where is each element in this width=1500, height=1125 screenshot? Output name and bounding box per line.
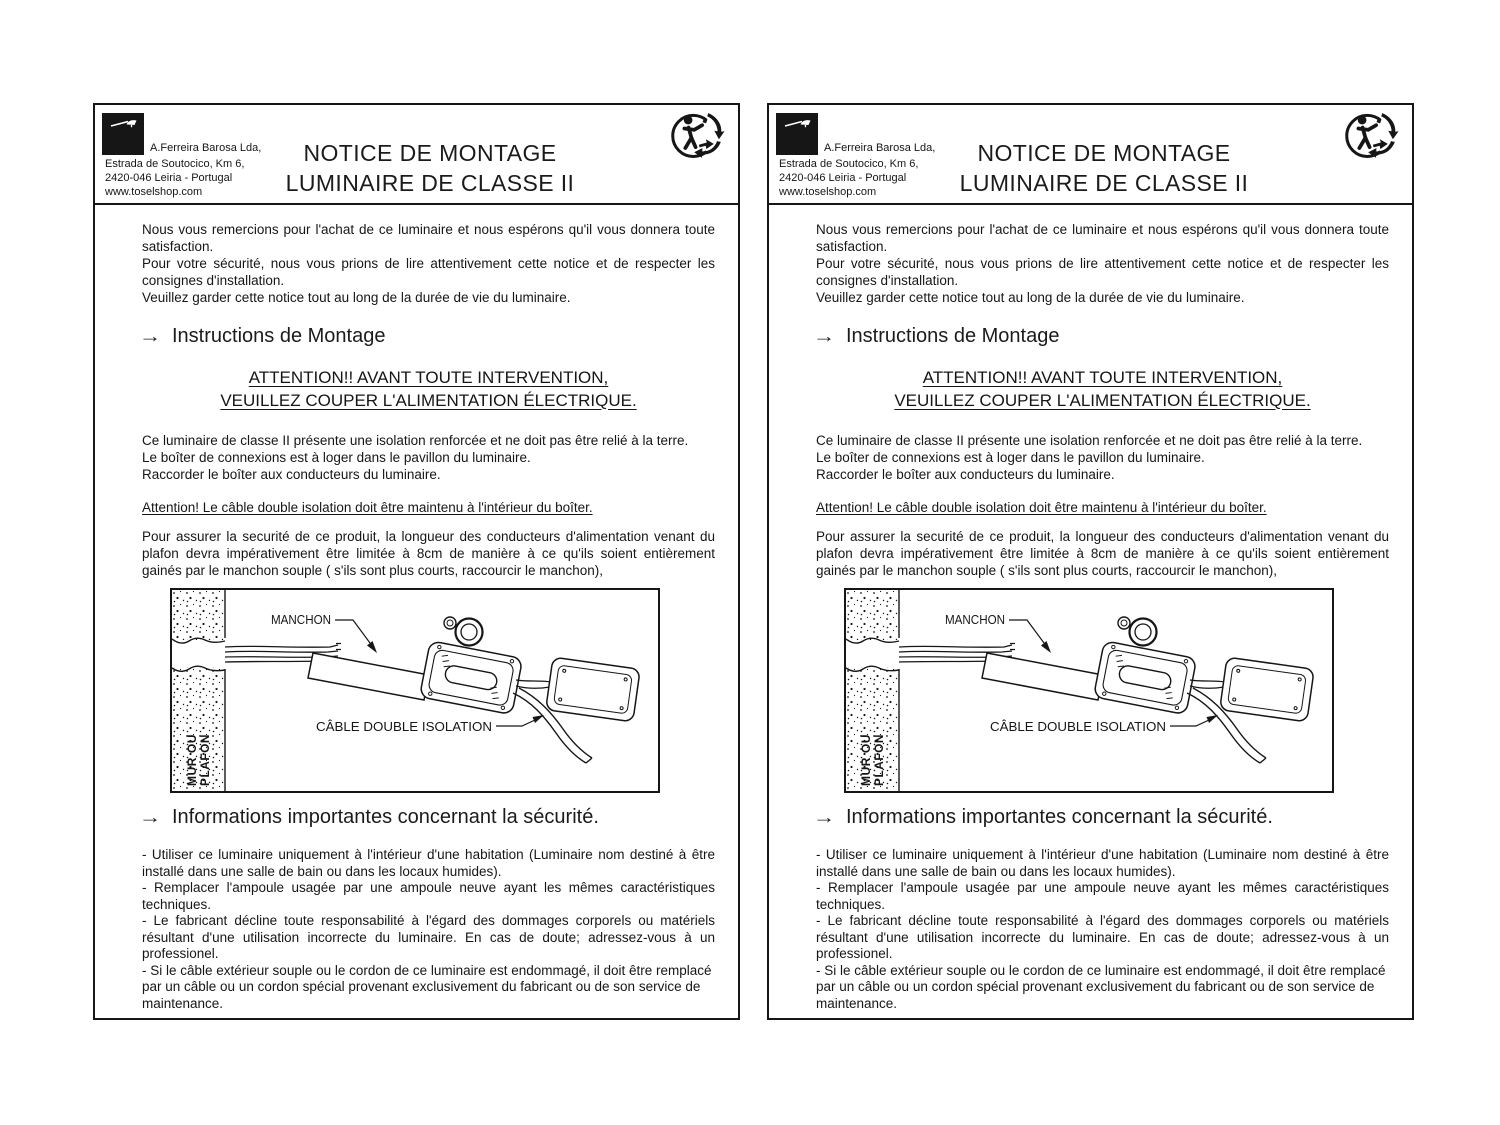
warning-banner	[142, 367, 715, 412]
safety-bullet: - Utiliser ce luminaire uniquement à l'intérieur d'une habitation (Luminaire nom destiné à être installé dans une salle de bain ou dans les locaux humides).	[142, 847, 715, 879]
manchon-sleeve	[982, 653, 1103, 700]
tosel-logo-icon	[776, 113, 818, 155]
body-paragraph: Ce luminaire de classe II présente une isolation renforcée et ne doit pas être relié à la terre.	[816, 433, 1363, 448]
arrow-bullet-icon: →	[813, 326, 836, 346]
class2-paragraphs	[816, 432, 1389, 483]
manchon-sleeve	[308, 653, 429, 700]
arrow-bullet-icon: →	[139, 326, 162, 346]
safety-bullet: - Utiliser ce luminaire uniquement à l'intérieur d'une habitation (Luminaire nom destiné à être installé dans une salle de bain ou dans les locaux humides).	[816, 847, 1389, 879]
body-paragraph: Ce luminaire de classe II présente une isolation renforcée et ne doit pas être relié à la terre.	[142, 433, 689, 448]
wall-label	[861, 734, 886, 786]
intro-paragraph: Veuillez garder cette notice tout au long de la durée de vie du luminaire.	[816, 290, 1245, 305]
safety-bullet: - Remplacer l'ampoule usagée par une ampoule neuve ayant les mêmes caractéristiques techniques.	[816, 880, 1389, 912]
cable-attention-note: Attention! Le câble double isolation doit être maintenu à l'intérieur du boîter.	[142, 500, 593, 515]
warning-line2: VEUILLEZ COUPER L'ALIMENTATION ÉLECTRIQUE.	[220, 390, 637, 410]
body-paragraph: Le boîter de connexions est à loger dans le pavillon du luminaire.	[142, 450, 531, 465]
wall-label-line1: MUR OU	[861, 736, 873, 786]
safety-bullet: - Si le câble extérieur souple ou le cordon de ce luminaire est endommagé, il doit être remplacé par un câble ou un cordon spécial provenant exclusivement du fabricant ou de son service de maintenance.	[142, 962, 712, 1011]
wall-label-line2: PLAFON	[200, 735, 212, 786]
page-header	[769, 105, 1412, 205]
connector-box	[1094, 617, 1197, 715]
warning-line2: VEUILLEZ COUPER L'ALIMENTATION ÉLECTRIQUE.	[894, 390, 1311, 410]
intro-paragraph: Veuillez garder cette notice tout au long de la durée de vie du luminaire.	[142, 290, 571, 305]
company-website: www.toselshop.com	[779, 186, 877, 198]
warning-banner	[816, 367, 1389, 412]
logo-brand-text: Tosel	[782, 131, 815, 147]
installation-diagram	[844, 588, 1334, 793]
cable-callout	[316, 715, 544, 734]
triman-recycling-icon	[669, 107, 725, 163]
intro-paragraph: Nous vous remercions pour l'achat de ce luminaire et nous espérons qu'il vous donnera toute satisfaction.	[142, 222, 715, 254]
notice-page	[767, 103, 1414, 1020]
company-address-2: 2420-046 Leiria - Portugal	[779, 172, 907, 184]
cable-attention-note: Attention! Le câble double isolation doit être maintenu à l'intérieur du boîter.	[816, 500, 1267, 515]
wall-label-line1: MUR OU	[187, 736, 199, 786]
company-website: www.toselshop.com	[105, 186, 203, 198]
intro-paragraph: Nous vous remercions pour l'achat de ce luminaire et nous espérons qu'il vous donnera toute satisfaction.	[816, 222, 1389, 254]
document-title-line1: NOTICE DE MONTAGE	[303, 140, 557, 166]
wall-label-line2: PLAFON	[874, 735, 886, 786]
connector-box	[420, 617, 523, 715]
triman-recycling-icon	[1343, 107, 1399, 163]
company-name: A.Ferreira Barosa Lda,	[824, 142, 936, 154]
cable-label: CÂBLE DOUBLE ISOLATION	[990, 719, 1166, 734]
tosel-logo-icon	[102, 113, 144, 155]
company-address-2: 2420-046 Leiria - Portugal	[105, 172, 233, 184]
document-title-line2: LUMINAIRE DE CLASSE II	[959, 170, 1249, 196]
connector-cover-wires	[1190, 680, 1225, 688]
warning-line1: ATTENTION!! AVANT TOUTE INTERVENTION,	[922, 368, 1283, 387]
section-heading-safety	[813, 805, 1273, 829]
installation-diagram	[170, 588, 660, 793]
warning-line1: ATTENTION!! AVANT TOUTE INTERVENTION,	[248, 368, 609, 387]
page-header	[95, 105, 738, 205]
body-paragraph: Raccorder le boîter aux conducteurs du luminaire.	[816, 467, 1115, 482]
intro-paragraphs	[142, 221, 715, 306]
safety-bullet: - Si le câble extérieur souple ou le cordon de ce luminaire est endommagé, il doit être remplacé par un câble ou un cordon spécial provenant exclusivement du fabricant ou de son service de maintenance.	[816, 962, 1386, 1011]
company-name: A.Ferreira Barosa Lda,	[150, 142, 262, 154]
section-heading-text: Instructions de Montage	[846, 325, 1060, 347]
intro-paragraph: Pour votre sécurité, nous vous prions de lire attentivement cette notice et de respecter les consignes d'installation.	[816, 256, 1389, 288]
section-heading-safety	[139, 805, 599, 829]
intro-paragraphs	[816, 221, 1389, 306]
logo-brand-text: Tosel	[108, 131, 141, 147]
body-paragraph: Raccorder le boîter aux conducteurs du luminaire.	[142, 467, 441, 482]
document-title-line1: NOTICE DE MONTAGE	[977, 140, 1231, 166]
company-address-1: Estrada de Soutocico, Km 6,	[105, 158, 245, 170]
intro-paragraph: Pour votre sécurité, nous vous prions de lire attentivement cette notice et de respecter les consignes d'installation.	[142, 256, 715, 288]
cable-callout	[990, 715, 1218, 734]
wall-label	[187, 734, 212, 786]
safety-bullet: - Le fabricant décline toute responsabilité à l'égard des dommages corporels ou matériels résultant d'une utilisation incorrecte du luminaire. En cas de doute; adressez-vous à un professionel.	[142, 913, 715, 961]
pages-row	[93, 103, 1414, 1020]
manchon-label: MANCHON	[271, 612, 331, 627]
section-heading-text: Informations importantes concernant la sécurité.	[846, 806, 1273, 828]
company-address-1: Estrada de Soutocico, Km 6,	[779, 158, 919, 170]
body-paragraph: Le boîter de connexions est à loger dans le pavillon du luminaire.	[816, 450, 1205, 465]
connector-cover-wires	[516, 680, 551, 688]
safety-bullet: - Le fabricant décline toute responsabilité à l'égard des dommages corporels ou matériels résultant d'une utilisation incorrecte du luminaire. En cas de doute; adressez-vous à un professionel.	[816, 913, 1389, 961]
section-heading-montage	[139, 324, 385, 348]
sleeve-paragraph: Pour assurer la securité de ce produit, la longueur des conducteurs d'alimentation venant du plafon devra impérativement être limitée à 8cm de manière à ce qu'ils soient entièrement gainés par le manchon souple ( s'ils sont plus courts, raccourcir le manchon),	[816, 529, 1389, 578]
notice-page	[93, 103, 740, 1020]
safety-bullets	[816, 847, 1389, 1012]
cable-label: CÂBLE DOUBLE ISOLATION	[316, 719, 492, 734]
document-title	[894, 138, 1314, 198]
safety-bullets	[142, 847, 715, 1012]
cover-plate	[1220, 657, 1315, 722]
arrow-bullet-icon: →	[813, 807, 836, 827]
arrow-bullet-icon: →	[139, 807, 162, 827]
sleeve-paragraph: Pour assurer la securité de ce produit, la longueur des conducteurs d'alimentation venant du plafon devra impérativement être limitée à 8cm de manière à ce qu'ils soient entièrement gainés par le manchon souple ( s'ils sont plus courts, raccourcir le manchon),	[142, 529, 715, 578]
manchon-label: MANCHON	[945, 612, 1005, 627]
section-heading-text: Instructions de Montage	[172, 325, 386, 347]
section-heading-montage	[813, 324, 1059, 348]
document-title	[220, 138, 640, 198]
safety-bullet: - Remplacer l'ampoule usagée par une ampoule neuve ayant les mêmes caractéristiques techniques.	[142, 880, 715, 912]
class2-paragraphs	[142, 432, 715, 483]
document-title-line2: LUMINAIRE DE CLASSE II	[285, 170, 575, 196]
section-heading-text: Informations importantes concernant la sécurité.	[172, 806, 599, 828]
cover-plate	[546, 657, 641, 722]
